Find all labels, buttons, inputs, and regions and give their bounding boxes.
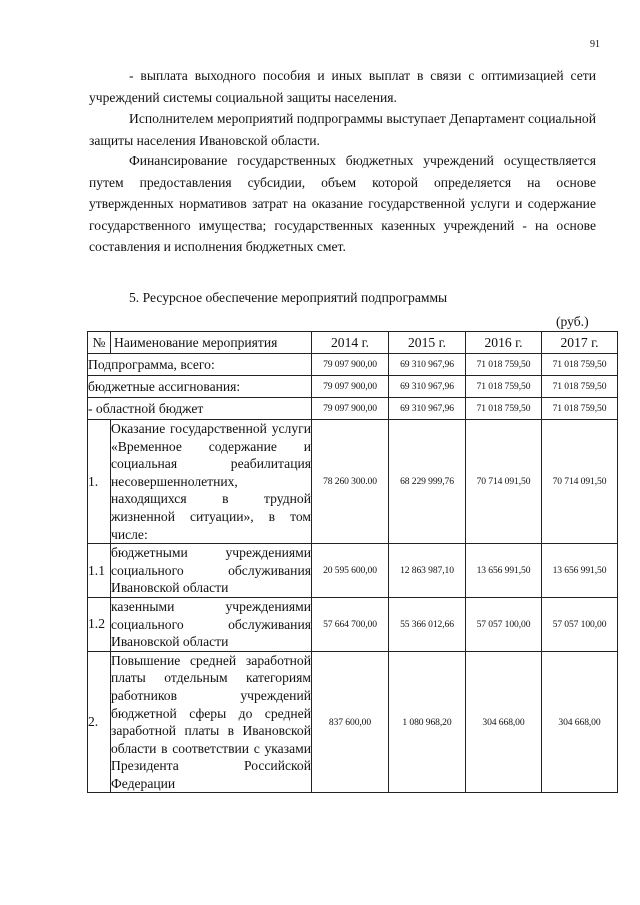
- cell-2017: 71 018 759,50: [542, 376, 618, 398]
- cell-2015: 69 310 967,96: [389, 398, 466, 420]
- cell-2017: 71 018 759,50: [542, 398, 618, 420]
- header-2015: 2015 г.: [389, 332, 466, 354]
- cell-2017: 57 057 100,00: [542, 597, 618, 651]
- row-number: 1.2: [88, 597, 111, 651]
- cell-2015: 69 310 967,96: [389, 354, 466, 376]
- cell-2014: 79 097 900,00: [312, 354, 389, 376]
- cell-2014: 78 260 300.00: [312, 420, 389, 544]
- row-label: бюджетные ассигнования:: [88, 376, 312, 398]
- cell-2015: 55 366 012,66: [389, 597, 466, 651]
- paragraph-executor: Исполнителем мероприятий подпрограммы выступает Департамент социальной защиты населения Ивановской области.: [89, 111, 596, 148]
- header-number: №: [88, 332, 111, 354]
- row-number: 1.1: [88, 544, 111, 598]
- cell-2017: 71 018 759,50: [542, 354, 618, 376]
- cell-2015: 1 080 968,20: [389, 651, 466, 793]
- table-row-budget-allocations: [88, 376, 618, 398]
- cell-2016: 304 668,00: [466, 651, 542, 793]
- table-row: [88, 420, 618, 544]
- cell-2016: 70 714 091,50: [466, 420, 542, 544]
- table-row-regional-budget: [88, 398, 618, 420]
- cell-2016: 71 018 759,50: [466, 398, 542, 420]
- row-name: казенными учреждениями социального обслуживания Ивановской области: [111, 597, 312, 651]
- resource-table: [87, 331, 618, 793]
- row-name: Повышение средней заработной платы отдельным категориям работников учреждений бюджетной сферы до средней заработной платы в Ивановской области в соответствии с указами Президента Российской Федерации: [111, 651, 312, 793]
- table-row: [88, 597, 618, 651]
- cell-2014: 79 097 900,00: [312, 376, 389, 398]
- row-name: бюджетными учреждениями социального обслуживания Ивановской области: [111, 544, 312, 598]
- cell-2015: 69 310 967,96: [389, 376, 466, 398]
- cell-2017: 304 668,00: [542, 651, 618, 793]
- paragraph-payments: - выплата выходного пособия и иных выплат в связи с оптимизацией сети учреждений системы социальной защиты населения.: [89, 68, 596, 105]
- table-header-row: [88, 332, 618, 354]
- header-2016: 2016 г.: [466, 332, 542, 354]
- table-row: [88, 544, 618, 598]
- cell-2017: 13 656 991,50: [542, 544, 618, 598]
- cell-2017: 70 714 091,50: [542, 420, 618, 544]
- cell-2016: 13 656 991,50: [466, 544, 542, 598]
- table-row-subprogram-total: [88, 354, 618, 376]
- cell-2015: 68 229 999,76: [389, 420, 466, 544]
- row-label: Подпрограмма, всего:: [88, 354, 312, 376]
- cell-2014: 837 600,00: [312, 651, 389, 793]
- cell-2016: 71 018 759,50: [466, 376, 542, 398]
- header-2014: 2014 г.: [312, 332, 389, 354]
- row-name: Оказание государственной услуги «Временное содержание и социальная реабилитация несовершеннолетних, находящихся в трудной жизненной ситуации», в том числе:: [111, 420, 312, 544]
- page-number: 91: [590, 39, 600, 50]
- row-number: 2.: [88, 651, 111, 793]
- header-name: Наименование мероприятия: [111, 332, 312, 354]
- units-label: (руб.): [556, 314, 589, 329]
- cell-2014: 79 097 900,00: [312, 398, 389, 420]
- cell-2016: 71 018 759,50: [466, 354, 542, 376]
- row-number: 1.: [88, 420, 111, 544]
- section-title: 5. Ресурсное обеспечение мероприятий подпрограммы: [129, 290, 448, 305]
- table-row: [88, 651, 618, 793]
- paragraph-financing: Финансирование государственных бюджетных учреждений осуществляется путем предоставления субсидии, объем которой определяется на основе утвержденных нормативов затрат на оказание государственной услуги и содержание государственного имущества; государственных казенных учреждений - на основе составления и исполнения бюджетных смет.: [89, 153, 596, 254]
- header-2017: 2017 г.: [542, 332, 618, 354]
- cell-2016: 57 057 100,00: [466, 597, 542, 651]
- row-label: - областной бюджет: [88, 398, 312, 420]
- cell-2014: 57 664 700,00: [312, 597, 389, 651]
- cell-2015: 12 863 987,10: [389, 544, 466, 598]
- cell-2014: 20 595 600,00: [312, 544, 389, 598]
